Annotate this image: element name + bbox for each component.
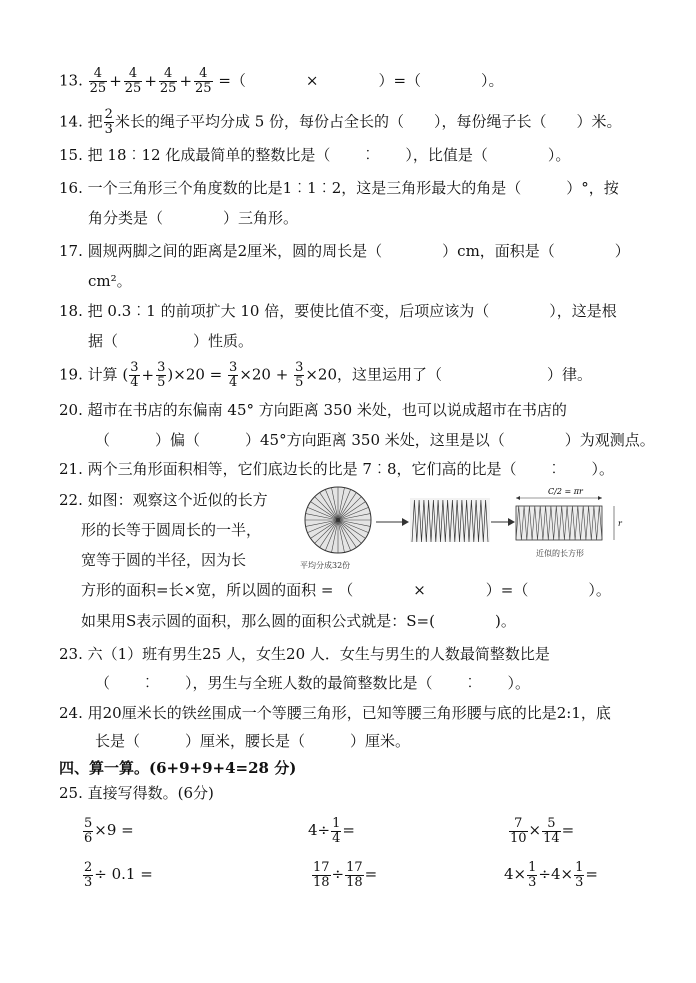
figure-caption-rectangle: 近似的长方形 xyxy=(536,549,584,558)
question-text: 把 0.3︰1 的前项扩大 10 倍，要使比值不变，后项应该为（ ），这是根 xyxy=(87,302,617,320)
text: ×20，这里运用了（ ）律。 xyxy=(305,365,593,384)
calc-item xyxy=(82,816,134,846)
calc-item xyxy=(82,860,153,890)
fraction: $\frac{5}{6}$ xyxy=(84,815,93,846)
text: 4÷ xyxy=(308,821,331,839)
question-22 xyxy=(59,490,268,510)
question-18 xyxy=(59,301,617,321)
divided-circle xyxy=(305,487,371,553)
fraction: $\frac{17}{18}$ xyxy=(313,859,330,890)
question-text: 一个三角形三个角度数的比是1︰1︰2，这是三角形最大的角是（ ）°，按 xyxy=(87,179,619,197)
question-text: 直接写得数。(6分) xyxy=(87,784,214,802)
question-24 xyxy=(59,703,611,723)
question-text: 圆规两脚之间的距离是2厘米，圆的周长是（ ）cm，面积是（ ） xyxy=(87,242,630,260)
question-24-cont: 长是（ ）厘米，腰长是（ ）厘米。 xyxy=(95,732,411,750)
question-text: 两个三角形面积相等，它们底边长的比是 7︰8，它们高的比是（ ︰ ）。 xyxy=(87,460,614,478)
question-14 xyxy=(59,108,622,137)
text: )×20 = xyxy=(167,365,228,384)
fraction: $\frac{2}{3}$ xyxy=(84,859,93,890)
question-21 xyxy=(59,459,614,479)
text: ÷ 0.1 = xyxy=(94,865,153,883)
fraction: $\frac{2}{3}$ xyxy=(104,107,113,137)
question-20-cont: （ ）偏（ ）45°方向距离 350 米处，这里是以（ ）为观测点。 xyxy=(95,431,655,449)
question-16 xyxy=(59,178,619,198)
question-25 xyxy=(59,783,214,803)
calc-item xyxy=(508,816,574,846)
fraction: $\frac{4}{25}$ xyxy=(124,66,142,96)
question-text: 把 18︰12 化成最简单的整数比是（ ︰ ），比值是（ ）。 xyxy=(87,146,571,164)
rect-width-label: r xyxy=(618,519,622,528)
rect-length-label: C/2 = πr xyxy=(548,487,583,496)
question-number: 22. xyxy=(59,491,83,509)
question-number: 24. xyxy=(59,704,83,722)
fraction: $\frac{3}{4}$ xyxy=(229,360,238,390)
plus-sign: + xyxy=(141,365,155,384)
text: ×20 + xyxy=(239,365,294,384)
fraction: $\frac{17}{18}$ xyxy=(346,859,363,890)
question-text: 六（1）班有男生25 人，女生20 人．女生与男生的人数最简整数比是 xyxy=(87,645,550,663)
question-number: 13. xyxy=(59,71,83,90)
question-18-cont: 据（ ）性质。 xyxy=(88,332,254,350)
question-text: 用20厘米长的铁丝围成一个等腰三角形，已知等腰三角形腰与底的比是2:1，底 xyxy=(87,704,611,722)
question-number: 20. xyxy=(59,401,83,419)
fraction: $\frac{4}{25}$ xyxy=(195,66,212,96)
fraction: $\frac{4}{25}$ xyxy=(89,66,107,96)
question-19 xyxy=(59,361,592,390)
question-22-line5: 如果用S表示圆的面积，那么圆的面积公式就是：S=( )。 xyxy=(81,612,516,630)
text: = xyxy=(342,821,355,839)
text: = xyxy=(364,865,378,883)
question-text: 如图：观察这个近似的长方 xyxy=(87,491,268,509)
fraction: $\frac{1}{3}$ xyxy=(575,859,584,890)
text: ×9 = xyxy=(94,821,134,839)
question-number: 16. xyxy=(59,179,83,197)
fraction: $\frac{3}{5}$ xyxy=(157,360,166,390)
fraction: $\frac{7}{10}$ xyxy=(510,815,527,846)
calc-item xyxy=(504,860,598,890)
question-15 xyxy=(59,145,570,165)
question-20 xyxy=(59,400,567,420)
question-17-cont: cm²。 xyxy=(88,272,132,290)
question-number: 23. xyxy=(59,645,83,663)
question-number: 21. xyxy=(59,460,83,478)
question-number: 18. xyxy=(59,302,83,320)
fraction: $\frac{1}{3}$ xyxy=(528,859,537,890)
fraction: $\frac{3}{5}$ xyxy=(295,360,304,390)
text: ÷ xyxy=(331,865,345,883)
figure-caption-circle: 平均分成32份 xyxy=(300,561,351,570)
question-22-line2: 形的长等于圆周长的一半， xyxy=(81,521,262,539)
question-23 xyxy=(59,644,550,664)
text: 把 xyxy=(87,112,103,131)
text: × xyxy=(528,821,542,839)
question-number: 15. xyxy=(59,146,83,164)
calc-item xyxy=(311,860,377,890)
fraction: $\frac{1}{4}$ xyxy=(332,815,341,846)
fraction: $\frac{5}{14}$ xyxy=(543,815,560,846)
text: 米长的绳子平均分成 5 份，每份占全长的（ ），每份绳子长（ ）米。 xyxy=(114,112,622,131)
question-number: 14. xyxy=(59,112,83,131)
section-title: 四、算一算。(6+9+9+4=28 分) xyxy=(59,759,297,777)
text: 4× xyxy=(504,865,527,883)
rearranged-sectors xyxy=(410,498,490,542)
circle-to-rectangle-figure xyxy=(296,484,640,572)
arrow-icon xyxy=(491,518,515,526)
text: 计算 ( xyxy=(87,365,129,384)
question-number: 25. xyxy=(59,784,83,802)
arrow-icon xyxy=(376,518,409,526)
question-text: 超市在书店的东偏南 45° 方向距离 350 米处，也可以说成超市在书店的 xyxy=(87,401,567,419)
approx-rectangle xyxy=(516,496,614,540)
calc-item xyxy=(308,816,355,846)
answer-blank-text: =（ × ）=（ ）。 xyxy=(218,71,504,90)
fraction: $\frac{4}{25}$ xyxy=(159,66,177,96)
question-22-line4: 方形的面积=长×宽，所以圆的面积 = （ × ）=（ ）。 xyxy=(81,581,611,599)
question-16-cont: 角分类是（ ）三角形。 xyxy=(88,209,299,227)
fraction: $\frac{3}{4}$ xyxy=(130,360,139,390)
question-number: 17. xyxy=(59,242,83,260)
question-13: 13. $\frac{4}{25}$ + $\frac{4}{25}$ + $\frac{4}{25}$ + $\frac{4}{25}$ =（ × ）=（ ）。 xyxy=(59,66,504,96)
text: = xyxy=(561,821,575,839)
question-17 xyxy=(59,241,630,261)
question-23-cont: （ ︰ ），男生与全班人数的最简整数比是（ ︰ ）。 xyxy=(95,674,531,692)
text: = xyxy=(585,865,598,883)
question-number: 19. xyxy=(59,365,83,384)
question-22-line3: 宽等于圆的半径，因为长 xyxy=(81,551,247,569)
text: ÷4× xyxy=(538,865,574,883)
